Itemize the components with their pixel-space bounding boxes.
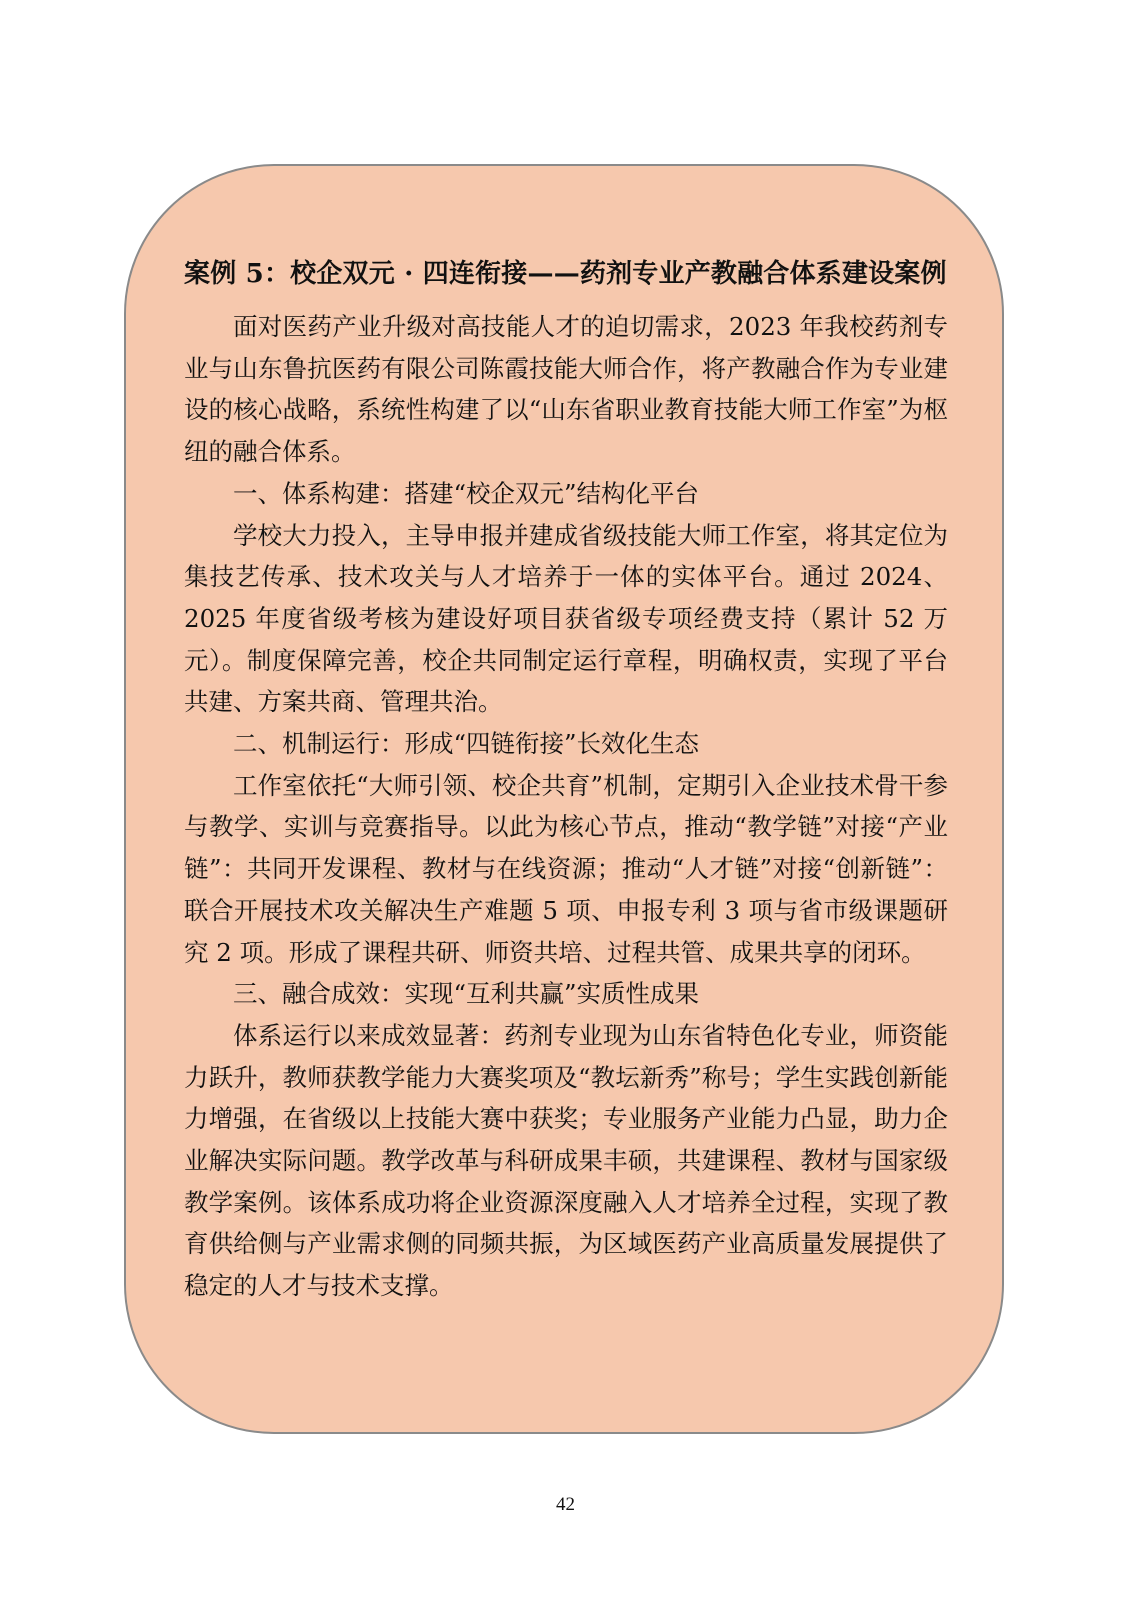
section-body-1: 学校大力投入，主导申报并建成省级技能大师工作室，将其定位为集技艺传承、技术攻关与人才培养于一体的实体平台。通过 2024、2025 年度省级考核为建设好项目获省级专项经费支持（累计 52 万元）。制度保障完善，校企共同制定运行章程，明确权责，实现了平台共建、方案共商、管理共治。	[184, 520, 948, 717]
page-number: 42	[556, 1494, 575, 1515]
section-body-2: 工作室依托“大师引领、校企共育”机制，定期引入企业技术骨干参与教学、实训与竞赛指导。以此为核心节点，推动“教学链”对接“产业链”：共同开发课程、教材与在线资源；推动“人才链”对接“创新链”：联合开展技术攻关解决生产难题 5 项、申报专利 3 项与省市级课题研究 2 项。形成了课程共研、师资共培、过程共管、成果共享的闭环。	[184, 770, 948, 967]
section-heading-3: 三、融合成效：实现“互利共赢”实质性成果	[233, 979, 700, 1009]
section-heading-1: 一、体系构建：搭建“校企双元”结构化平台	[233, 478, 700, 508]
case-intro: 面对医药产业升级对高技能人才的迫切需求，2023 年我校药剂专业与山东鲁抗医药有限公司陈霞技能大师合作，将产教融合作为专业建设的核心战略，系统性构建了以“山东省职业教育技能大师工作室”为枢纽的融合体系。	[184, 312, 948, 467]
case-title: 案例 5：校企双元 · 四连衔接——药剂专业产教融合体系建设案例	[184, 259, 947, 289]
case-box	[124, 164, 1004, 1434]
section-body-3: 体系运行以来成效显著：药剂专业现为山东省特色化专业，师资能力跃升，教师获教学能力大赛奖项及“教坛新秀”称号；学生实践创新能力增强，在省级以上技能大赛中获奖；专业服务产业能力凸显，助力企业解决实际问题。教学改革与科研成果丰硕，共建课程、教材与国家级教学案例。该体系成功将企业资源深度融入人才培养全过程，实现了教育供给侧与产业需求侧的同频共振，为区域医药产业高质量发展提供了稳定的人才与技术支撑。	[184, 1020, 948, 1301]
section-heading-2: 二、机制运行：形成“四链衔接”长效化生态	[233, 729, 700, 759]
